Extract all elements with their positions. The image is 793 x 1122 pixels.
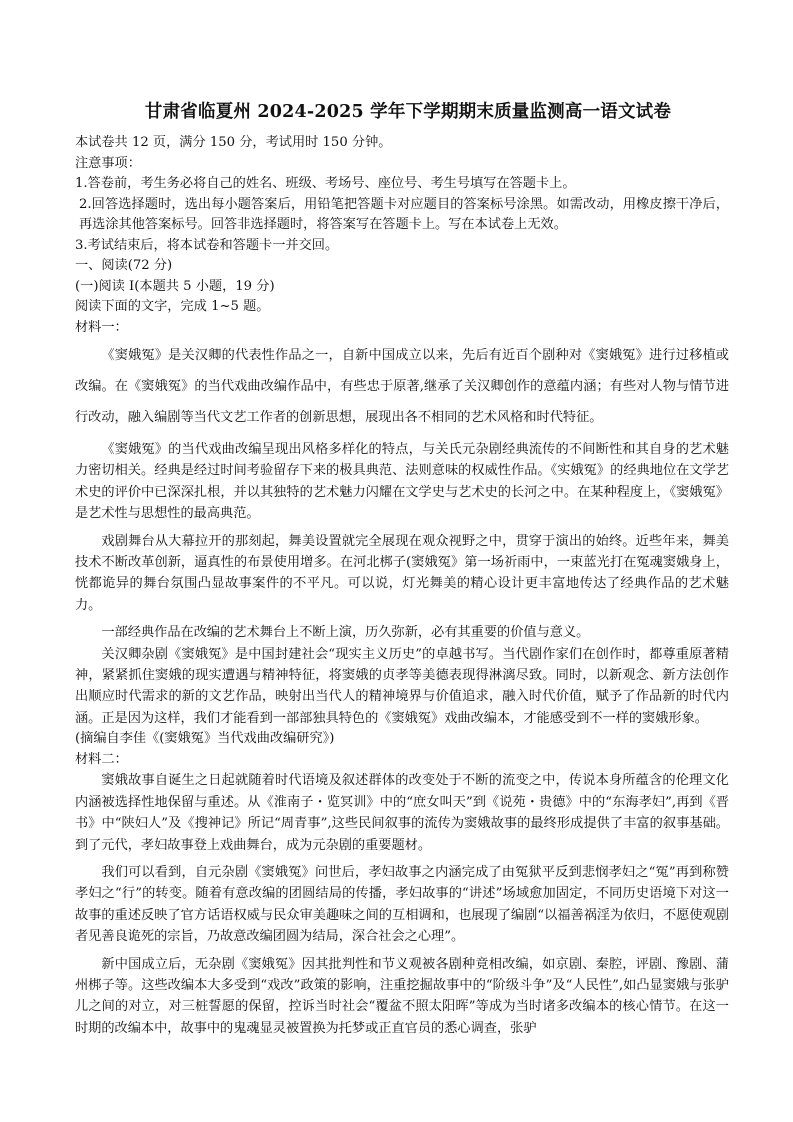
section-heading: 一、阅读(72 分) (75, 258, 173, 273)
material-two-paragraph: 新中国成立后，无杂剧《窦娥冤》因其批判性和节义观被各剧种竟相改编，如京剧、秦腔，评剧、豫剧、蒲州梆子等。这些改编本大多受到“戏改”政策的影响，注重挖掘故事中的“阶级斗争”及“人民性”,如凸显窦娥与张驴儿之间的对立，对三桩誓愿的保留，控诉当时社会“覆盆不照太阳晖”等成为当时诸多改编本的核心情节。在这一时期的改编本中，故事中的鬼魂显灵被置换为托梦或正直官员的悉心调查，张驴 (75, 956, 729, 1036)
material-one-paragraph: 《窦娥冤》是关汉卿的代表性作品之一，自新中国成立以来，先后有近百个剧种对《窦娥冤》进行过移植或改编。在《窦娥冤》的当代戏曲改编作品中，有些忠于原著,继承了关汉卿创作的意蕴内涵；有些对人物与情节进行改动，融入编剧等当代文艺工作者的创新思想，展现出各不相同的艺术风格和时代特征。 (75, 348, 729, 425)
notice-item: 1.答卷前，考生务必将自己的姓名、班级、考场号、座位号、考生号填写在答题卡上。 (75, 176, 576, 191)
notice-item: 3.考试结束后，将本试卷和答题卡一并交回。 (75, 237, 339, 253)
notice-heading: 注意事项： (75, 155, 141, 171)
section-instruction: 阅读下面的文字，完成 1~5 题。 (75, 299, 270, 314)
notice-item: 2.回答选择题时，选出每小题答案后，用铅笔把答题卡对应题目的答案标号涂黑。如需改动，用橡皮擦干净后，再选涂其他答案标号。回答非选择题时，将答案写在答题卡上。写在本试卷上无效。 (79, 196, 729, 232)
material-two-paragraph: 窦娥故事自诞生之日起就随着时代语境及叙述群体的改变处于不断的流变之中，传说本身所蕴含的伦理文化内涵被选择性地保留与重述。从《淮南子・览冥训》中的“庶女叫天”到《说苑・贵德》中的“东海孝妇”,再到《晋书》中“陕妇人”及《搜神记》所记“周青事”,这些民间叙事的流传为窦娥故事的最终形成提供了丰富的叙事基础。到了元代，孝妇故事登上戏曲舞台，成为元杂剧的重要题材。 (75, 773, 729, 853)
exam-total-info: 本试卷共 12 页，满分 150 分，考试用时 150 分钟。 (75, 135, 392, 150)
material-one-paragraph: 一部经典作品在改编的艺术舞台上不断上演，历久弥新，必有其重要的价值与意义。 (101, 625, 590, 641)
material-one-paragraph: 关汉卿杂剧《窦娥冤》是中国封建社会“现实主义历史”的卓越书写。当代剧作家们在创作时，都尊重原著精神，紧紧抓住窦娥的现实遭遇与精神特征，将窦娥的贞孝等美德表现得淋漓尽致。同时，以新观念、新方法创作出顺应时代需求的新的文艺作品，映射出当代人的精神境界与价值追求，融入时代价值，赋予了作品新的时代内涵。正是因为这样，我们才能看到一部部独具特色的《窦娥冤》戏曲改编本，才能感受到不一样的窦娥形象。 (75, 646, 729, 726)
material-one-paragraph: 《窦娥冤》的当代戏曲改编呈现出风格多样化的特点，与关氏元杂剧经典流传的不间断性和其自身的艺术魅力密切相关。经典是经过时间考验留存下来的极具典范、法则意味的权威性作品。《实娥冤》的经典地位在文学艺术史的评价中已深深扎根，并以其独特的艺术魅力闪耀在文学史与艺术史的长河之中。在某种程度上，《窦娥冤》是艺术性与思想性的最高典范。 (75, 442, 729, 522)
material-two-label: 材料二： (75, 751, 128, 767)
page-title: 甘肃省临夏州 2024-2025 学年下学期期末质量监测高一语文试卷 (144, 102, 672, 122)
section-subheading: (一)阅读 I(本题共 5 小题，19 分) (75, 278, 275, 294)
material-one-label: 材料一： (75, 319, 128, 335)
material-one-paragraph: 戏剧舞台从大幕拉开的那刻起，舞美设置就完全展现在观众视野之中，贯穿于演出的始终。近些年来，舞美技术不断改革创新，逼真性的布景使用增多。在河北梆子(窦娥冤》第一场祈雨中，一束蓝光打在冤魂窦娥身上，恍都诡异的舞台氛围凸显故事案件的不平凡。可以说，灯光舞美的精心设计更丰富地传达了经典作品的艺术魅力。 (75, 533, 729, 613)
material-two-paragraph: 我们可以看到，自元杂剧《窦娥冤》问世后，孝妇故事之内涵完成了由冤狱平反到悲悯孝妇之“冤”再到称赞孝妇之“行”的转变。随着有意改编的团圆结局的传播，孝妇故事的“讲述”场域愈加固定，不同历史语境下对这一故事的重述反映了官方话语权威与民众审美趣味之间的互相调和，也展现了编剧“以福善祸淫为依归，不愿使观剧者见善良诡死的宗旨，乃故意改编团圆为结局，深合社会之心理”。 (75, 864, 729, 945)
material-one-source: (摘编自李佳《(窦娥冤》当代戏曲改编研究》) (75, 731, 335, 747)
